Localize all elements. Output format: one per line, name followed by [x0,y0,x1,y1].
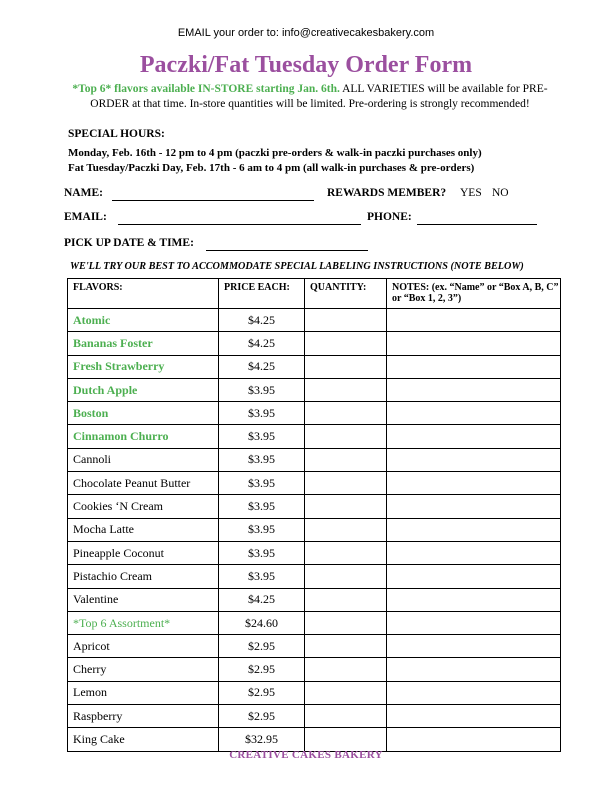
quantity-cell[interactable] [305,309,387,332]
table-row [68,518,561,541]
price-cell: $2.95 [219,658,305,681]
flavor-cell: Apricot [68,635,219,658]
intro-rest: ALL VARIETIES will be available for PRE-ORDER at that time. In-store quantities will be limited. Pre-ordering is strongly recommended! [90,83,548,110]
notes-cell[interactable] [387,611,561,634]
price-cell: $3.95 [219,565,305,588]
price-cell: $4.25 [219,355,305,378]
table-row [68,472,561,495]
notes-cell[interactable] [387,541,561,564]
intro-highlight: *Top 6* flavors available IN-STORE starting Jan. 6th. [72,83,340,95]
rewards-yes-option[interactable]: YES [460,187,482,199]
price-cell: $3.95 [219,472,305,495]
quantity-cell[interactable] [305,565,387,588]
price-cell: $32.95 [219,728,305,751]
table-row [68,635,561,658]
notes-cell[interactable] [387,635,561,658]
quantity-cell[interactable] [305,611,387,634]
flavor-cell: Atomic [68,309,219,332]
email-field[interactable] [118,212,361,225]
notes-cell[interactable] [387,565,561,588]
flavor-cell: *Top 6 Assortment* [68,611,219,634]
order-table [67,278,561,752]
table-row [68,611,561,634]
price-cell: $2.95 [219,635,305,658]
quantity-cell[interactable] [305,425,387,448]
phone-field[interactable] [417,212,537,225]
price-cell: $3.95 [219,518,305,541]
table-header-row [68,279,561,309]
phone-label: PHONE: [367,211,412,223]
table-row [68,448,561,471]
table-row [68,378,561,401]
notes-cell[interactable] [387,425,561,448]
table-row [68,658,561,681]
quantity-cell[interactable] [305,681,387,704]
quantity-cell[interactable] [305,448,387,471]
flavor-cell: Cookies ‘N Cream [68,495,219,518]
special-hours-title: SPECIAL HOURS: [68,128,165,140]
quantity-cell[interactable] [305,728,387,751]
quantity-cell[interactable] [305,705,387,728]
notes-cell[interactable] [387,472,561,495]
price-cell: $2.95 [219,681,305,704]
intro-text [62,82,558,112]
flavor-cell: Raspberry [68,705,219,728]
email-label: EMAIL: [64,211,107,223]
flavor-cell: Chocolate Peanut Butter [68,472,219,495]
price-cell: $4.25 [219,309,305,332]
table-row [68,565,561,588]
quantity-cell[interactable] [305,332,387,355]
table-row [68,355,561,378]
price-cell: $3.95 [219,495,305,518]
table-row [68,309,561,332]
price-cell: $3.95 [219,448,305,471]
page-title: Paczki/Fat Tuesday Order Form [139,52,473,78]
notes-cell[interactable] [387,355,561,378]
table-row [68,402,561,425]
name-label: NAME: [64,187,103,199]
quantity-cell[interactable] [305,541,387,564]
table-row [68,588,561,611]
price-cell: $4.25 [219,332,305,355]
quantity-cell[interactable] [305,355,387,378]
quantity-cell[interactable] [305,588,387,611]
hours-line-1: Monday, Feb. 16th - 12 pm to 4 pm (paczki pre-orders & walk-in paczki purchases only) [68,147,482,159]
hours-line-2: Fat Tuesday/Paczki Day, Feb. 17th - 6 am to 4 pm (all walk-in purchases & pre-orders) [68,162,475,174]
rewards-no-option[interactable]: NO [492,187,509,199]
notes-header: NOTES: (ex. “Name” or “Box A, B, C” or “Box 1, 2, 3”) [387,279,561,309]
notes-cell[interactable] [387,402,561,425]
table-row [68,681,561,704]
price-cell: $3.95 [219,402,305,425]
price-header: PRICE EACH: [219,279,305,309]
notes-cell[interactable] [387,378,561,401]
price-cell: $2.95 [219,705,305,728]
flavor-cell: Mocha Latte [68,518,219,541]
price-cell: $3.95 [219,541,305,564]
flavor-cell: Cherry [68,658,219,681]
flavor-cell: Valentine [68,588,219,611]
table-row [68,332,561,355]
notes-cell[interactable] [387,705,561,728]
name-field[interactable] [112,188,314,201]
flavor-cell: Dutch Apple [68,378,219,401]
notes-cell[interactable] [387,448,561,471]
table-row [68,495,561,518]
email-instruction: EMAIL your order to: info@creativecakesbakery.com [177,27,435,39]
notes-cell[interactable] [387,588,561,611]
notes-cell[interactable] [387,495,561,518]
flavor-cell: Pistachio Cream [68,565,219,588]
quantity-cell[interactable] [305,518,387,541]
notes-cell[interactable] [387,518,561,541]
labeling-note: WE'LL TRY OUR BEST TO ACCOMMODATE SPECIAL LABELING INSTRUCTIONS (NOTE BELOW) [70,261,524,272]
table-row [68,728,561,751]
price-cell: $3.95 [219,378,305,401]
flavor-cell: Fresh Strawberry [68,355,219,378]
quantity-cell[interactable] [305,635,387,658]
table-body [68,309,561,752]
rewards-label: REWARDS MEMBER? [327,187,447,199]
notes-cell[interactable] [387,332,561,355]
pickup-label: PICK UP DATE & TIME: [64,237,194,249]
flavor-cell: Cinnamon Churro [68,425,219,448]
notes-cell[interactable] [387,728,561,751]
flavor-cell: Cannoli [68,448,219,471]
notes-cell[interactable] [387,658,561,681]
table-row [68,541,561,564]
quantity-cell[interactable] [305,472,387,495]
footer-brand: CREATIVE CAKES BAKERY [229,749,383,761]
price-cell: $4.25 [219,588,305,611]
quantity-cell[interactable] [305,495,387,518]
quantity-cell[interactable] [305,402,387,425]
flavor-cell: Bananas Foster [68,332,219,355]
quantity-header: QUANTITY: [305,279,387,309]
notes-cell[interactable] [387,309,561,332]
notes-cell[interactable] [387,681,561,704]
pickup-field[interactable] [206,238,368,251]
price-cell: $3.95 [219,425,305,448]
quantity-cell[interactable] [305,378,387,401]
flavor-cell: Pineapple Coconut [68,541,219,564]
price-cell: $24.60 [219,611,305,634]
table-row [68,425,561,448]
quantity-cell[interactable] [305,658,387,681]
flavors-header: FLAVORS: [68,279,219,309]
flavor-cell: King Cake [68,728,219,751]
flavor-cell: Boston [68,402,219,425]
table-row [68,705,561,728]
flavor-cell: Lemon [68,681,219,704]
